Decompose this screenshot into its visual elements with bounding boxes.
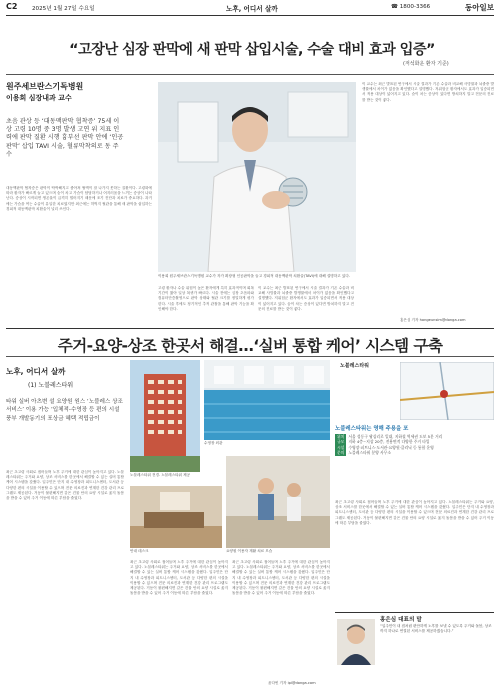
page-number: C2 (6, 2, 18, 11)
article2-rule (6, 356, 494, 357)
rehab-caption: 요양원 이용자 재활 치료 모습 (226, 549, 273, 553)
avatar (337, 619, 375, 665)
article2-lead: 타워 실버 아츠변 설 요양원 원스 ‘노블레스 상조 서비스’ 이용 가능 ‘입체적-수영장 등 편의 시설 풍부 개발동기의 포상금 혜택 적립금이 (6, 399, 123, 422)
article2-body-right: 최근 초고령 사회로 접어들며 노후 주거에 대한 관심이 높아지고 있다. 노블레스타워는 주거와 요양, 상조 서비스를 한곳에서 해결할 수 있는 실버 통합 케어 시스템을 갖췄다. 입주민은 단지 내 수영장과 피트니스센터, 도서관 등 다양한 편의 시설을 이용할 수 있으며 전문 의료진과 연계한 건강 관리 프로그램도 제공된다. 거동이 불편해지면 같은 건물 안의 요양 시설로 옮겨 돌봄을 받을 수 있어 주거 이동에 따른 부담을 줄였다. (232, 560, 330, 596)
lobby-photo (130, 486, 222, 548)
article1-rule (6, 74, 494, 75)
article2-series: (1) 노블레스타워 (28, 382, 74, 389)
rehab-photo (226, 456, 330, 548)
sidebox-text: 수영장·피트니스·도서관·요양원·클리닉 등 통합 운영 (348, 444, 434, 450)
article2-body-side: 최근 초고령 사회로 접어들며 노후 주거에 대한 관심이 높아지고 있다. 노블레스타워는 주거와 요양, 상조 서비스를 한곳에서 해결할 수 있는 실버 통합 케어 시스템을 갖췄다. 입주민은 단지 내 수영장과 피트니스센터, 도서관 등 다양한 편의 시설을 이용할 수 있으며 전문 의료진과 연계한 건강 관리 프로그램도 제공된다. 거동이 불편해지면 같은 건물 안의 요양 시설로 옮겨 돌봄을 받을 수 있어 주거 이동에 따른 부담을 줄였다. (335, 500, 494, 525)
profile-name: 홍은심 대표의 말 (380, 617, 422, 623)
article1-body-mid: 고령 환자나 수술 위험이 높은 환자에게 특히 효과적이며 회복 기간이 짧아 일상 복귀가 빠르다. 시술 전에는 심장 초음파와 컴퓨터단층촬영으로 판막 상태와 혈관 크기를 정밀하게 평가한다. 시술 후에도 정기적인 추적 관찰을 통해 판막 기능을 확인해야 한다. (158, 286, 254, 311)
article1-lead: 초음 관상 등 ‘대동맥판막 협착증’ 75세 이상 고령 10명 중 3명 발생 고연 위 지표 인력에 판막 질환 시행 흉부선 판막 안에 ‘인공판막’ 삽입 TAVI 시술, 혈류막착의로 동 주수 (6, 118, 124, 158)
section-name: 노후, 어디서 살까 (226, 5, 278, 13)
building-photo (130, 360, 200, 472)
info-sidebox (335, 424, 494, 456)
article2-body-left: 최근 초고령 사회로 접어들며 노후 주거에 대한 관심이 높아지고 있다. 노블레스타워는 주거와 요양, 상조 서비스를 한곳에서 해결할 수 있는 실버 통합 케어 시스템을 갖췄다. 입주민은 단지 내 수영장과 피트니스센터, 도서관 등 다양한 편의 시설을 이용할 수 있으며 전문 의료진과 연계한 건강 관리 프로그램도 제공된다. 거동이 불편해지면 같은 건물 안의 요양 시설로 옮겨 돌봄을 받을 수 있어 주거 이동에 따른 부담을 줄였다. (6, 470, 124, 501)
building-caption: 노블레스타워 전경. 노블레스타워 제공 (130, 473, 191, 477)
article1-subname: (저석화운 환자 기준) (403, 61, 449, 67)
kicker-hospital: 원주세브란스기독병원 (6, 82, 84, 91)
kicker-doctor: 이용희 심장내과 교수 (6, 93, 72, 102)
article1-byline: 홍은심 기자 hongeunsim@donga.com (400, 318, 466, 322)
page-header (6, 2, 494, 14)
article1-body-left: 대동맥판막 협착증은 판막이 딱딱해지고 좁아져 혈액이 잘 나가지 못하는 질환이다. 고령화에 따라 환자가 빠르게 늘고 있으며 숨이 차고 가슴이 답답하거나 어지러움을 느끼는 증상이 나타난다. 증상이 시작되면 생존율이 급격히 떨어지기 때문에 조기 진단과 치료가 중요하다. 과거에는 가슴을 여는 수술이 유일한 치료였지만 최근에는 허벅지 혈관을 통해 새 판막을 삽입하는 경피적 대동맥판막 치환술이 널리 쓰인다. (6, 186, 152, 211)
sidebox-text: 지하 4층~지상 20층, 전용면적 다양한 주거 타입 (348, 439, 430, 445)
article1-headline: “고장난 심장 판막에 새 판막 삽입시술, 수술 대비 효과 입증” (69, 42, 435, 58)
sidebox-label: 시설 (337, 444, 345, 450)
profile-box (335, 612, 494, 689)
article2-tag: 노블레스타워 (340, 363, 369, 369)
profile-quote: “입주민이 내 집처럼 편안하게 노후를 보낼 수 있도록 주거와 돌봄, 상조까지 하나로 연결된 서비스를 제공하겠습니다.” (380, 624, 492, 633)
header-phone: ☎ 1800-3366 (391, 4, 431, 10)
sidebox-label: 문의 (337, 450, 345, 456)
header-rule (6, 15, 494, 16)
pool-photo (204, 360, 330, 440)
sidebox-label: 규모 (337, 439, 345, 445)
article2-body-mid: 최근 초고령 사회로 접어들며 노후 주거에 대한 관심이 높아지고 있다. 노블레스타워는 주거와 요양, 상조 서비스를 한곳에서 해결할 수 있는 실버 통합 케어 시스템을 갖췄다. 입주민은 단지 내 수영장과 피트니스센터, 도서관 등 다양한 편의 시설을 이용할 수 있으며 전문 의료진과 연계한 건강 관리 프로그램도 제공된다. 거동이 불편해지면 같은 건물 안의 요양 시설로 옮겨 돌봄을 받을 수 있어 주거 이동에 따른 부담을 줄였다. (130, 560, 228, 596)
location-map (400, 362, 494, 420)
sidebox-text: 서울 성동구 왕십리로 일대, 지하철 역세권 도보 5분 거리 (348, 434, 443, 439)
article2-section-title: 노후, 어디서 살까 (6, 367, 66, 376)
sidebox-text: 노블레스타워 분양 사무소 (348, 450, 392, 456)
doctor-photo (158, 82, 356, 272)
sidebox-label: 위치 (337, 434, 345, 439)
article1-body-right: 이 교수는 최근 발표된 연구에서 시술 결과가 기존 수술과 비교해 사망률과 뇌졸중 발생률에서 차이가 없음을 확인했다고 설명했다. 저위험군 환자에서도 효과가 입증되면서 적용 대상이 넓어지고 있다. 숨이 차는 증상이 있다면 방치하지 말고 전문의 진료를 받는 것이 좋다. (362, 82, 494, 102)
article2-headline: 주거-요양-상조 한곳서 해결…‘실버 통합 케어’ 시스템 구축 (57, 337, 443, 355)
lobby-caption: 안내 데스크 (130, 549, 149, 553)
article1-kicker (6, 82, 138, 103)
sidebox-item (335, 450, 494, 455)
issue-date: 2025년 1월 27일 수요일 (32, 6, 95, 12)
doctor-photo-caption: 이용희 원주세브란스기독병원 교수가 자가 확장형 인공판막을 들고 경피적 대동맥판막 치환술(TAVI)에 대해 설명하고 있다. (158, 274, 350, 278)
newspaper-logo: 동아일보 (465, 3, 494, 12)
section-divider (6, 328, 494, 329)
sidebox-title: 노블레스타워는 영해 주용을 포 (335, 426, 409, 432)
article1-body-mid2: 이 교수는 최근 발표된 연구에서 시술 결과가 기존 수술과 비교해 사망률과 뇌졸중 발생률에서 차이가 없음을 확인했다고 설명했다. 저위험군 환자에서도 효과가 입증되면서 적용 대상이 넓어지고 있다. 숨이 차는 증상이 있다면 방치하지 말고 전문의 진료를 받는 것이 좋다. (258, 286, 354, 311)
pool-caption: 수영장 외관 (204, 441, 223, 445)
article2-byline: 윤다빈 기자 ipi@donga.com (268, 681, 316, 685)
